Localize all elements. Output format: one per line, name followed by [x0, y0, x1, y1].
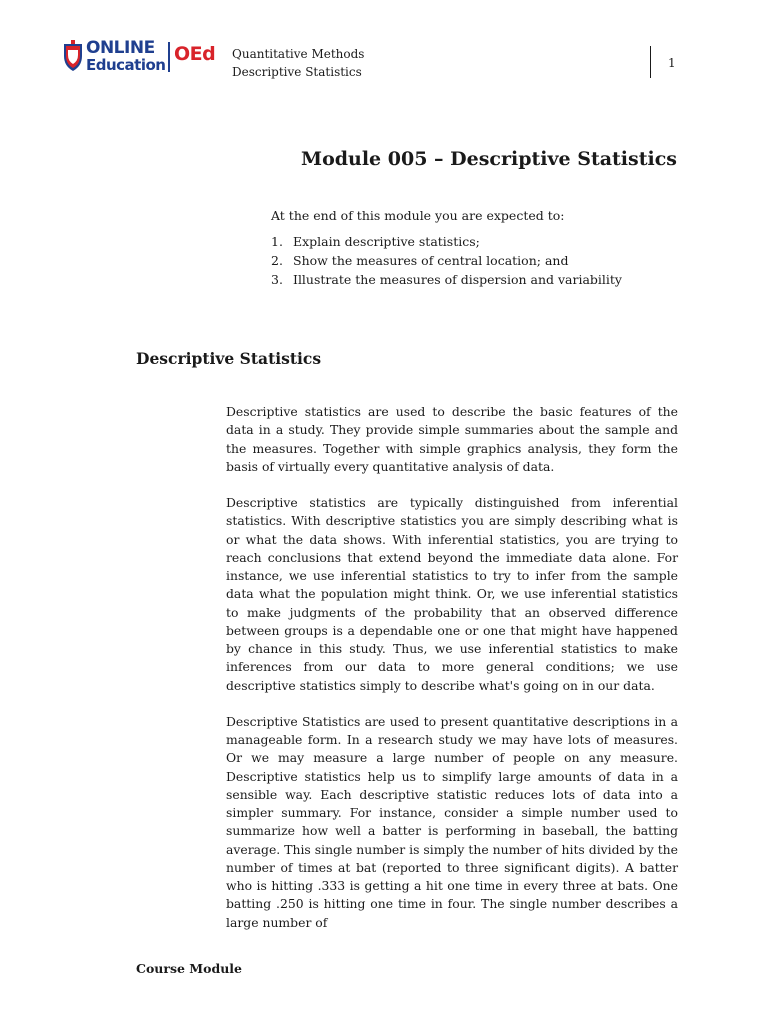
section-heading: Descriptive Statistics [136, 349, 322, 368]
objective-item [271, 232, 622, 251]
body-paragraph: Descriptive Statistics are used to present quantitative descriptions in a manageable form. In a research study we may have lots of measures. Or we may measure a large number of people on any measure. Descriptive statistics help us to simplify large amounts of data in a sensible way. Each descriptive statistic reduces lots of data into a simpler summary. For instance, consider a simple number used to summarize how well a batter is performing in baseball, the batting average. This single number is simply the number of hits divided by the number of times at bat (reported to three significant digits). A batter who is hitting .333 is getting a hit one time in every three at bats. One batting .250 is hitting one time in four. The single number describes a large number of [226, 713, 678, 930]
footer-label: Course Module [136, 961, 243, 976]
objectives-intro: At the end of this module you are expected to: [271, 208, 565, 223]
page-number: 1 [668, 56, 676, 70]
objective-text: Illustrate the measures of dispersion and variability [293, 272, 622, 287]
header-topic-name: Descriptive Statistics [232, 65, 362, 79]
header-divider [650, 46, 651, 78]
logo-word-education: Education [86, 56, 166, 74]
objective-number: 3. [271, 272, 283, 287]
header-course-name: Quantitative Methods [232, 47, 365, 61]
objectives-list [271, 232, 622, 289]
objective-item [271, 270, 622, 289]
body-text [226, 403, 678, 932]
body-paragraph: Descriptive statistics are typically distinguished from inferential statistics. With descriptive statistics you are simply describing what is or what the data shows. With inferential statistics, you are trying to reach conclusions that extend beyond the immediate data alone. For instance, we use inferential statistics to try to infer from the sample data what the population might think. Or, we use inferential statistics to make judgments of the probability that an observed difference between groups is a dependable one or one that might have happened by chance in this study. Thus, we use inferential statistics to make inferences from our data to more general conditions; we use descriptive statistics simply to describe what's going on in our data. [226, 495, 678, 693]
logo-divider [168, 42, 170, 72]
logo-word-oed: OEd [174, 43, 216, 65]
objective-number: 1. [271, 234, 283, 249]
shield-crest-icon [62, 40, 84, 72]
objective-number: 2. [271, 253, 283, 268]
objective-text: Show the measures of central location; and [293, 253, 569, 268]
objective-text: Explain descriptive statistics; [293, 234, 480, 249]
oed-logo [62, 38, 214, 78]
module-title: Module 005 – Descriptive Statistics [301, 148, 677, 170]
logo-word-online: ONLINE [86, 38, 155, 58]
objective-item [271, 251, 622, 270]
body-paragraph: Descriptive statistics are used to describe the basic features of the data in a study. They provide simple summaries about the sample and the measures. Together with simple graphics analysis, they form the basis of virtually every quantitative analysis of data. [226, 404, 678, 474]
